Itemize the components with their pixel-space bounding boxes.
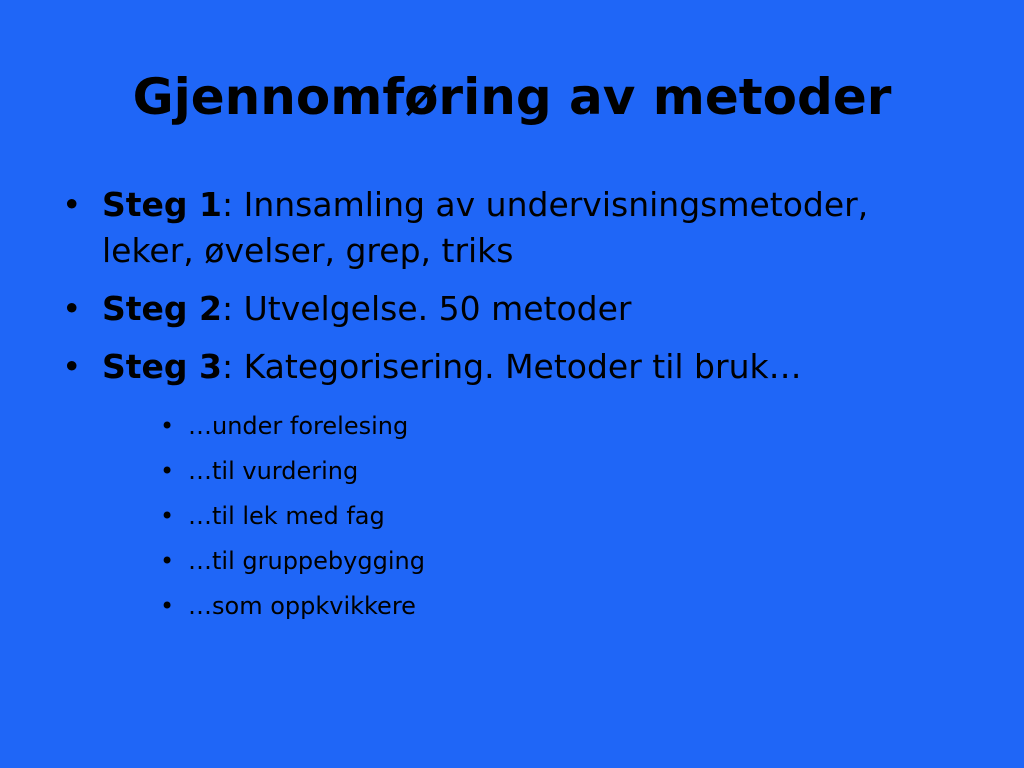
bullet-dot: • [62,289,82,328]
step-label: Steg 1 [102,185,222,224]
main-bullet-list [60,182,960,402]
step-label: Steg 3 [102,347,222,386]
bullet-step-3 [60,344,960,390]
step-text: : Utvelgelse. 50 metoder [222,289,632,328]
sub-bullet-under-forelesing [160,410,425,442]
sub-bullet-list [160,410,425,635]
bullet-dot: • [160,457,175,485]
sub-bullet-til-gruppebygging [160,545,425,577]
bullet-step-1 [60,182,960,274]
bullet-dot: • [160,592,175,620]
step-label: Steg 2 [102,289,222,328]
step-text: : Kategorisering. Metoder til bruk… [222,347,802,386]
bullet-step-2 [60,286,960,332]
bullet-dot: • [62,185,82,224]
bullet-dot: • [62,347,82,386]
bullet-dot: • [160,547,175,575]
bullet-dot: • [160,502,175,530]
sub-bullet-til-vurdering [160,455,425,487]
step-text: : Innsamling av undervisningsmetoder, leker, øvelser, grep, triks [102,185,869,270]
sub-bullet-text: …under forelesing [188,412,409,440]
sub-bullet-som-oppkvikkere [160,590,425,622]
sub-bullet-text: …til gruppebygging [188,547,425,575]
sub-bullet-text: …til vurdering [188,457,359,485]
bullet-dot: • [160,412,175,440]
sub-bullet-text: …til lek med fag [188,502,385,530]
sub-bullet-text: …som oppkvikkere [188,592,416,620]
sub-bullet-til-lek-med-fag [160,500,425,532]
slide-title: Gjennomføring av metoder [132,68,892,126]
